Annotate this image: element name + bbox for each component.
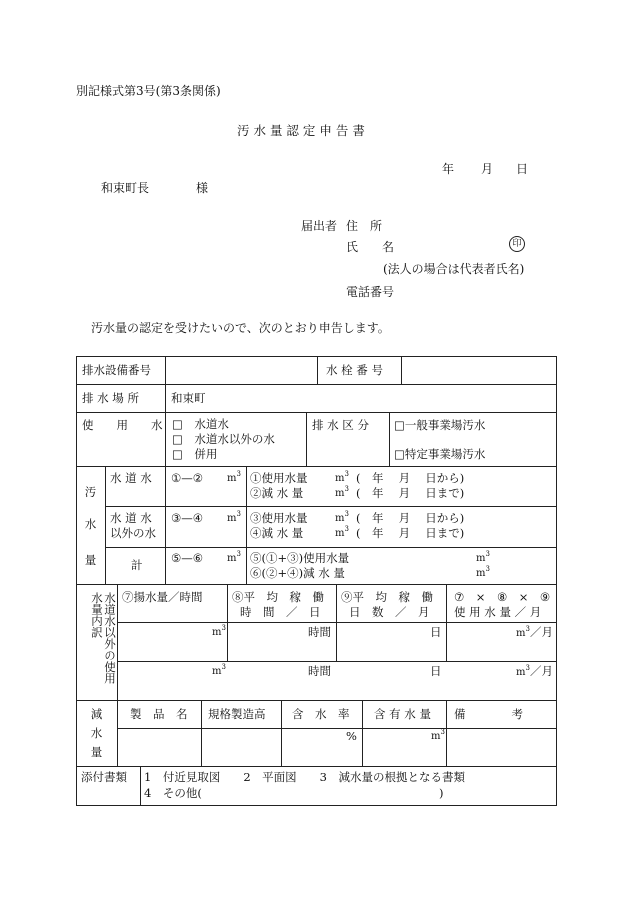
drain-location-value[interactable]: 和束町 [171,391,206,405]
water-option-combined[interactable]: □ 併用 [172,447,218,461]
name-label: 氏 名 [346,240,395,254]
date-month: 月 [481,162,494,176]
avg-hours-header-2: 時 間 ／ 日 [240,605,321,619]
row2-usage-unit: $m^3$ [335,510,349,524]
pump-rate-unit-1: $m^3$ [212,624,226,638]
avg-hours-unit-2: 時間 [308,664,331,678]
monthly-usage-unit-1: $m^3/$月 [516,625,553,639]
spec-output-header: 規格製造高 [208,707,266,721]
sewage-volume-label-3: 量 [84,553,97,567]
monthly-usage-unit-2: $m^3/$月 [516,664,553,678]
pump-rate-header: ⑦揚水量／時間 [122,590,203,604]
addressee: 和束町長 [101,181,150,195]
phone-label: 電話番号 [346,285,395,299]
avg-hours-unit-1: 時間 [308,625,331,639]
water-option-tap[interactable]: □ 水道水 [172,417,229,431]
reduction-label-3: 量 [90,745,103,759]
moisture-percent-unit: % [346,729,357,743]
water-use-label: 使 用 水 [82,418,163,432]
drain-equipment-no-field[interactable] [166,357,316,383]
total-calc: ⑤—⑥ [171,551,204,565]
total-unit: $m^3$ [227,550,241,564]
row3-reduction-label: ⑥(②+④)減 水 量 [250,566,345,580]
row3-usage-label: ⑤(①+③)使用水量 [250,551,350,565]
avg-days-unit-2: 日 [430,664,442,678]
attachments-line-1: 1 付近見取図 2 平面図 3 減水量の根拠となる書類 [144,770,465,784]
drain-category-specific[interactable]: □特定事業場汚水 [394,447,486,461]
drain-equipment-no-label: 排水設備番号 [82,363,151,377]
non-tap-water-unit: $m^3$ [227,510,241,524]
date-day: 日 [516,162,529,176]
water-content-header: 含 有 水 量 [374,707,431,721]
drain-category-general[interactable]: □一般事業場汚水 [394,418,486,432]
reduction-label-2: 水 [90,726,103,740]
document-title: 汚 水 量 認 定 申 告 書 [237,123,365,138]
tap-water-calc: ①—② [171,471,204,485]
non-tap-water-calc: ③—④ [171,511,204,525]
address-label: 住 所 [346,219,383,233]
form-number: 別記様式第3号(第3条関係) [76,84,221,98]
row2-period-to: ( 年 月 日まで) [356,526,465,540]
corporate-note: (法人の場合は代表者氏名) [383,262,525,276]
remarks-header: 備 考 [454,707,523,721]
row3-usage-unit: $m^3$ [476,550,490,564]
monthly-usage-header-2: 使 用 水 量 ／ 月 [454,605,542,619]
row2-usage-label: ③使用水量 [250,511,308,525]
addressee-honorific: 様 [196,181,209,195]
avg-hours-header-1: ⑧平 均 稼 働 [232,590,324,604]
row1-usage-label: ①使用水量 [250,471,308,485]
row2-period-from: ( 年 月 日から) [356,511,465,525]
product-name-header: 製 品 名 [130,707,188,721]
avg-days-unit-1: 日 [430,625,442,639]
row2-reduction-label: ④減 水 量 [250,526,304,540]
seal-mark: 印 [509,236,525,252]
faucet-no-field[interactable] [402,357,555,383]
form-table [76,356,557,806]
row2-reduction-unit: $m^3$ [335,525,349,539]
avg-days-header-2: 日 数 ／ 月 [349,605,430,619]
drain-location-label: 排 水 場 所 [82,391,139,405]
monthly-usage-header-1: ⑦ × ⑧ × ⑨ [454,590,551,604]
total-label: 計 [131,558,143,572]
row1-reduction-label: ②減 水 量 [250,486,304,500]
reduction-label-1: 減 [90,707,103,721]
water-option-non-tap[interactable]: □ 水道水以外の水 [172,432,275,446]
moisture-rate-header: 含 水 率 [292,707,350,721]
pump-rate-unit-2: $m^3$ [212,663,226,677]
drain-category-label: 排 水 区 分 [312,418,369,432]
intro-text: 汚水量の認定を受けたいので、次のとおり申告します。 [91,321,390,335]
attachments-line-2: 4 その他( [144,786,202,800]
sewage-volume-label-1: 汚 [84,485,97,499]
avg-days-header-1: ⑨平 均 稼 働 [341,590,433,604]
attachments-label: 添付書類 [81,770,127,784]
tap-water-label: 水 道 水 [110,471,152,485]
sewage-volume-label-2: 水 [84,517,97,531]
row1-period-to: ( 年 月 日まで) [356,486,465,500]
row1-period-from: ( 年 月 日から) [356,471,465,485]
date-year: 年 [442,162,455,176]
row1-usage-unit: $m^3$ [335,470,349,484]
applicant-label: 届出者 [301,219,338,233]
non-tap-water-label-1: 水 道 水 [110,511,152,525]
water-content-unit: $m^3$ [431,728,445,742]
row3-reduction-unit: $m^3$ [476,565,490,579]
non-tap-water-label-2: 以外の水 [110,526,156,540]
non-tap-breakdown-label: 水道水以外の使用水量内訳 [90,592,117,684]
faucet-no-label: 水 栓 番 号 [326,363,383,377]
attachments-line-2-close: ) [439,786,444,800]
tap-water-unit: $m^3$ [227,470,241,484]
row1-reduction-unit: $m^3$ [335,485,349,499]
